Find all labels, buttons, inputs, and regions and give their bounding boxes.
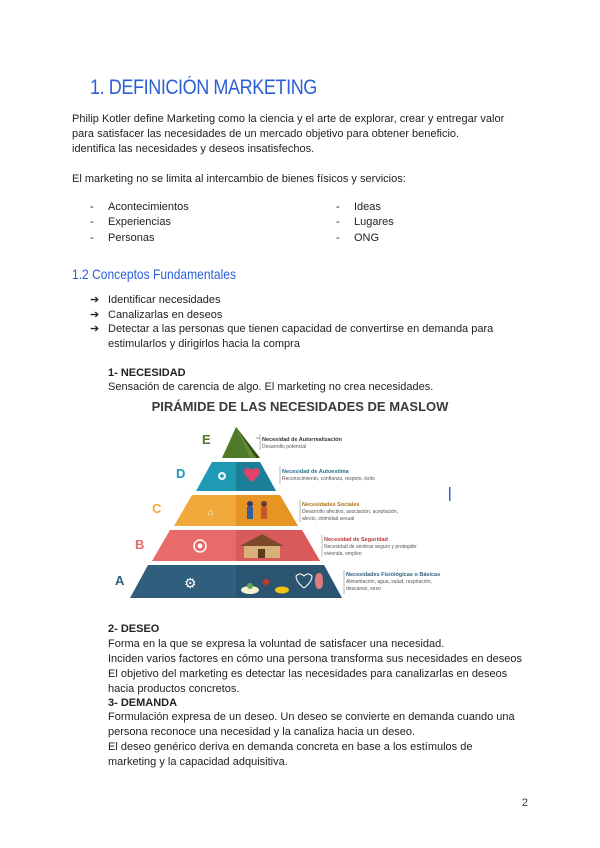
deseo-heading: 2- DESEO (108, 623, 160, 635)
pyramid-desc-c: Desarrollo afectivo, asociación, aceptación, (302, 509, 399, 515)
pyramid-desc-b: Necesidad de sentirse seguro y protegido: (324, 544, 418, 550)
intro-line: Philip Kotler define Marketing como la ciencia y el arte de explorar, crear y entregar valor (72, 113, 505, 125)
list-item: - (336, 216, 340, 228)
list-item-text: Lugares (354, 216, 394, 228)
list-item-text: Ideas (354, 201, 381, 213)
demanda-line: Formulación expresa de un deseo. Un deseo se convierte en demanda cuando una (108, 711, 515, 723)
necesidad-heading: 1- NECESIDAD (108, 367, 186, 379)
pyramid-name-d: Necesidad de Autoestima (282, 469, 349, 475)
pyramid-name-c: Necesidades Sociales (302, 502, 360, 508)
page-number: 2 (521, 797, 528, 809)
deseo-line: Inciden varios factores en cómo una persona transforma sus necesidades en deseos (108, 653, 522, 665)
list-item-text: Personas (108, 232, 155, 244)
deseo-line: Forma en la que se expresa la voluntad de satisfacer una necesidad. (108, 638, 445, 650)
svg-text:⌂: ⌂ (208, 507, 214, 517)
scope-paragraph: El marketing no se limita al intercambio de bienes físicos y servicios: (72, 173, 406, 185)
section-title-definicion: 1. DEFINICIÓN MARKETING (90, 76, 317, 99)
pyramid-name-a: Necesidades Fisiológicas o Básicas (346, 572, 441, 578)
list-item: - (336, 232, 340, 244)
pyramid-letter-c: C (152, 501, 162, 516)
deseo-line: hacia productos concretos. (108, 683, 240, 695)
demanda-heading: 3- DEMANDA (108, 697, 178, 709)
list-item: - (90, 232, 94, 244)
list-item-text: Experiencias (108, 216, 171, 228)
bullet-text: Detectar a las personas que tienen capacidad de convertirse en demanda para (108, 323, 494, 335)
pyramid-desc-e: Desarrollo potencial (262, 444, 307, 450)
pyramid-title: PIRÁMIDE DE LAS NECESIDADES DE MASLOW (151, 399, 449, 414)
pyramid-desc-d: Reconocimiento, confianza, respeto, éxito (282, 476, 375, 482)
demanda-line: El deseo genérico deriva en demanda concreta en base a los estímulos de (108, 741, 473, 753)
arrow-icon: ➔ (90, 294, 100, 306)
pyramid-desc-a: Alimentación, agua, salud, respiración, (346, 579, 432, 585)
pyramid-desc-c: afecto, intimidad sexual (302, 516, 355, 522)
bullet-text: estimularlos y dirigirlos hacia la compra (108, 338, 300, 350)
pyramid-letter-a: A (115, 573, 125, 588)
pyramid-letter-b: B (135, 537, 145, 552)
bullet-text: Identificar necesidades (108, 294, 221, 306)
list-item: - (336, 201, 340, 213)
deseo-line: El objetivo del marketing es detectar las necesidades para canalizarlas en deseos (108, 668, 508, 680)
list-item: - (90, 201, 94, 213)
intro-paragraph (72, 112, 504, 157)
svg-text:⚙: ⚙ (184, 575, 197, 591)
intro-line: identifica las necesidades y deseos insatisfechos. (72, 143, 315, 155)
pyramid-desc-a: descanso, sexo (346, 586, 381, 592)
intro-line: para satisfacer las necesidades de un mercado objetivo para obtener beneficio. (72, 128, 460, 140)
maslow-pyramid (110, 396, 490, 606)
arrow-icon: ➔ (90, 309, 100, 321)
maslow-pyramid-graphic (110, 396, 490, 606)
arrow-icon: ➔ (90, 323, 100, 335)
pyramid-name-e: Necesidad de Autorrealización (262, 437, 342, 443)
list-item-text: Acontecimientos (108, 201, 189, 213)
pyramid-name-b: Necesidad de Seguridad (324, 537, 388, 543)
demanda-line: persona reconoce una necesidad y la canaliza hacia un deseo. (108, 726, 415, 738)
pyramid-letter-e: E (202, 432, 211, 447)
necesidad-text: Sensación de carencia de algo. El marketing no crea necesidades. (108, 381, 434, 393)
demanda-paragraph (108, 710, 515, 770)
deseo-paragraph (108, 637, 522, 697)
pyramid-desc-b: vivienda, empleo (324, 551, 362, 557)
pyramid-letter-d: D (176, 466, 186, 481)
list-item: - (90, 216, 94, 228)
list-item-text: ONG (354, 232, 380, 244)
bullet-text: Canalizarlas en deseos (108, 309, 223, 321)
section-title-conceptos: 1.2 Conceptos Fundamentales (72, 266, 236, 282)
demanda-line: marketing y la capacidad adquisitiva. (108, 756, 288, 768)
cursor-mark (449, 487, 451, 501)
